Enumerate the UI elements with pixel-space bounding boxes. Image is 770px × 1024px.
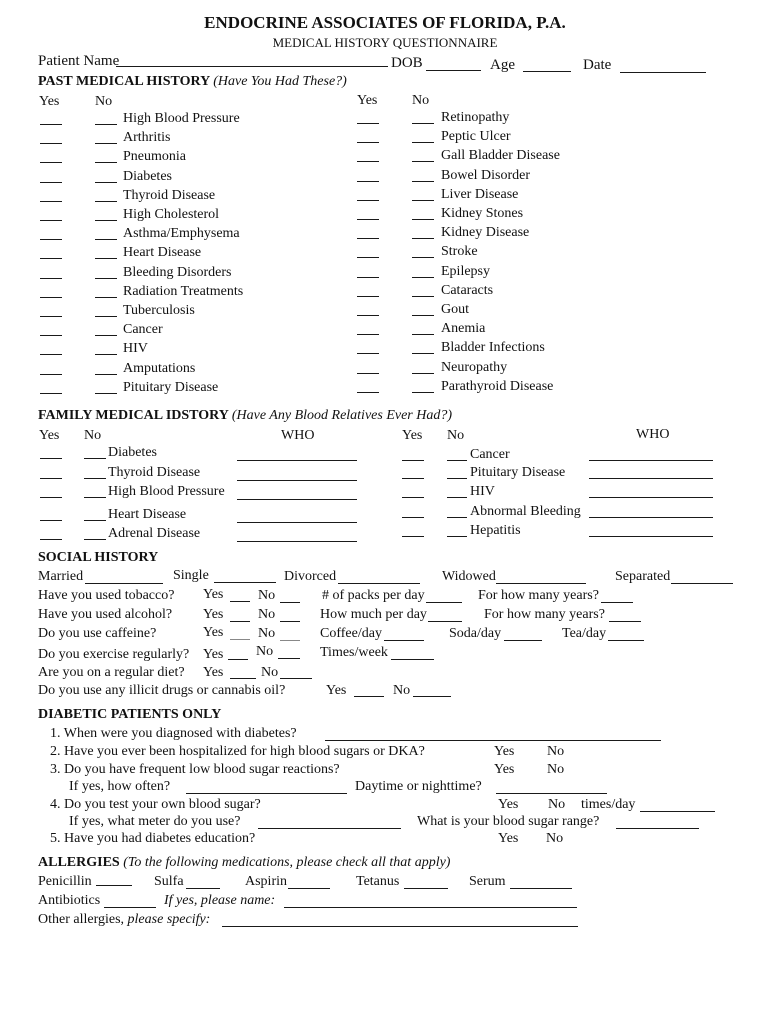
family-left-no-blank[interactable] <box>84 520 106 521</box>
diet-no-field[interactable] <box>280 678 312 679</box>
caffeine-no-field[interactable] <box>280 640 300 641</box>
family-no-header-left: No <box>84 428 102 443</box>
exercise-yes: Yes <box>203 647 224 662</box>
meter-field[interactable] <box>258 828 401 829</box>
exercise-yes-field[interactable] <box>228 659 248 660</box>
past-left-condition: High Cholesterol <box>123 207 220 222</box>
diabetic-q3: 3. Do you have frequent low blood sugar reactions? <box>50 762 340 777</box>
penicillin-label: Penicillin <box>38 874 92 889</box>
past-left-no-blank[interactable] <box>95 278 117 279</box>
tobacco-no: No <box>258 588 276 603</box>
times-week-field[interactable] <box>391 659 434 660</box>
alcohol-years-label: For how many years? <box>484 607 605 622</box>
diet-question: Are you on a regular diet? <box>38 665 185 680</box>
q3-no[interactable]: No <box>547 762 565 777</box>
past-left-condition: Amputations <box>123 361 196 376</box>
past-no-header-right: No <box>412 93 430 108</box>
family-right-condition: Cancer <box>470 447 510 462</box>
org-title: ENDOCRINE ASSOCIATES OF FLORIDA, P.A. <box>204 13 566 32</box>
past-left-yes-blank[interactable] <box>40 354 62 355</box>
family-yes-header-right: Yes <box>402 428 423 443</box>
tea-label: Tea/day <box>562 626 607 641</box>
q3-how-often: If yes, how often? <box>69 779 171 794</box>
antibiotics-label: Antibiotics <box>38 893 101 908</box>
separated-field[interactable] <box>671 583 733 584</box>
family-left-who-field[interactable] <box>237 522 357 523</box>
past-right-yes-blank[interactable] <box>357 373 379 374</box>
past-left-no-blank[interactable] <box>95 297 117 298</box>
exercise-no-field[interactable] <box>278 658 300 659</box>
family-no-header-right: No <box>447 428 465 443</box>
exercise-question: Do you exercise regularly? <box>38 647 190 662</box>
antibiotics-field[interactable] <box>104 907 156 908</box>
exercise-no: No <box>256 644 274 659</box>
drugs-no: No <box>393 683 411 698</box>
past-left-condition: Thyroid Disease <box>123 188 216 203</box>
family-history-title: FAMILY MEDICAL IDSTORY (Have Any Blood Relatives Ever Had?) <box>38 408 453 423</box>
serum-label: Serum <box>469 874 506 889</box>
past-left-yes-blank[interactable] <box>40 239 62 240</box>
past-left-condition: HIV <box>123 341 148 356</box>
alcohol-question: Have you used alcohol? <box>38 607 173 622</box>
married-label: Married <box>38 569 84 584</box>
past-right-yes-blank[interactable] <box>357 161 379 162</box>
sulfa-field[interactable] <box>186 888 220 889</box>
alcohol-no: No <box>258 607 276 622</box>
past-right-condition: Epilepsy <box>441 264 490 279</box>
family-right-no-blank[interactable] <box>447 536 467 537</box>
drugs-question: Do you use any illicit drugs or cannabis oil? <box>38 683 286 698</box>
soda-label: Soda/day <box>449 626 502 641</box>
packs-field[interactable] <box>426 602 462 603</box>
other-allergies-field[interactable] <box>222 926 578 927</box>
caffeine-yes: Yes <box>203 625 224 640</box>
past-right-no-blank[interactable] <box>412 123 434 124</box>
family-right-condition: HIV <box>470 484 495 499</box>
past-left-condition: Cancer <box>123 322 163 337</box>
past-right-yes-blank[interactable] <box>357 353 379 354</box>
past-right-condition: Kidney Disease <box>441 225 530 240</box>
tobacco-years-field[interactable] <box>601 602 633 603</box>
family-left-yes-blank[interactable] <box>40 520 62 521</box>
alcohol-yes-field[interactable] <box>230 621 250 622</box>
past-right-condition: Bowel Disorder <box>441 168 531 183</box>
past-right-yes-blank[interactable] <box>357 315 379 316</box>
family-left-condition: Thyroid Disease <box>108 465 201 480</box>
dob-field[interactable] <box>426 70 481 71</box>
diet-no: No <box>261 665 279 680</box>
past-left-no-blank[interactable] <box>95 162 117 163</box>
diabetic-q4: 4. Do you test your own blood sugar? <box>50 797 261 812</box>
past-right-no-blank[interactable] <box>412 142 434 143</box>
times-day-label: times/day <box>581 797 636 812</box>
past-right-no-blank[interactable] <box>412 181 434 182</box>
family-right-yes-blank[interactable] <box>402 478 424 479</box>
past-right-no-blank[interactable] <box>412 257 434 258</box>
family-left-who-field[interactable] <box>237 460 357 461</box>
past-right-no-blank[interactable] <box>412 219 434 220</box>
family-left-condition: High Blood Pressure <box>108 484 225 499</box>
single-field[interactable] <box>214 582 276 583</box>
past-left-no-blank[interactable] <box>95 374 117 375</box>
family-left-yes-blank[interactable] <box>40 539 62 540</box>
other-allergies-label: Other allergies, please specify: <box>38 912 211 927</box>
past-right-no-blank[interactable] <box>412 353 434 354</box>
past-right-condition: Anemia <box>441 321 486 336</box>
serum-field[interactable] <box>510 888 572 889</box>
family-left-no-blank[interactable] <box>84 497 106 498</box>
day-night-field[interactable] <box>496 793 607 794</box>
diet-yes-field[interactable] <box>230 678 256 679</box>
family-right-who-field[interactable] <box>589 460 713 461</box>
past-left-yes-blank[interactable] <box>40 143 62 144</box>
family-right-no-blank[interactable] <box>447 460 467 461</box>
past-right-condition: Liver Disease <box>441 187 519 202</box>
family-left-no-blank[interactable] <box>84 458 106 459</box>
tea-field[interactable] <box>608 640 644 641</box>
aspirin-field[interactable] <box>288 888 330 889</box>
family-right-no-blank[interactable] <box>447 517 467 518</box>
past-left-condition: High Blood Pressure <box>123 111 240 126</box>
past-right-condition: Gout <box>441 302 469 317</box>
past-right-yes-blank[interactable] <box>357 257 379 258</box>
form-title: MEDICAL HISTORY QUESTIONNAIRE <box>272 35 498 50</box>
alcohol-years-field[interactable] <box>609 621 641 622</box>
alcohol-no-field[interactable] <box>280 621 300 622</box>
past-right-yes-blank[interactable] <box>357 200 379 201</box>
family-right-yes-blank[interactable] <box>402 460 424 461</box>
married-field[interactable] <box>85 583 163 584</box>
past-left-yes-blank[interactable] <box>40 258 62 259</box>
past-right-no-blank[interactable] <box>412 238 434 239</box>
q4-range: What is your blood sugar range? <box>417 814 600 829</box>
caffeine-question: Do you use caffeine? <box>38 626 157 641</box>
family-left-no-blank[interactable] <box>84 478 106 479</box>
caffeine-yes-field[interactable] <box>230 639 250 640</box>
aspirin-label: Aspirin <box>245 874 287 889</box>
family-right-who-field[interactable] <box>589 517 713 518</box>
family-left-no-blank[interactable] <box>84 539 106 540</box>
family-who-header-left: WHO <box>281 428 315 443</box>
drugs-yes-field[interactable] <box>354 696 384 697</box>
times-day-field[interactable] <box>640 811 715 812</box>
alcohol-yes: Yes <box>203 607 224 622</box>
past-left-yes-blank[interactable] <box>40 124 62 125</box>
past-yes-header-right: Yes <box>357 93 378 108</box>
past-left-no-blank[interactable] <box>95 316 117 317</box>
family-right-condition: Hepatitis <box>470 523 521 538</box>
divorced-label: Divorced <box>284 569 337 584</box>
drugs-no-field[interactable] <box>413 696 451 697</box>
past-right-yes-blank[interactable] <box>357 142 379 143</box>
family-left-who-field[interactable] <box>237 480 357 481</box>
past-right-no-blank[interactable] <box>412 296 434 297</box>
past-right-condition: Retinopathy <box>441 110 510 125</box>
past-left-no-blank[interactable] <box>95 354 117 355</box>
patient-name-field[interactable] <box>116 66 388 67</box>
family-right-no-blank[interactable] <box>447 497 467 498</box>
family-yes-header-left: Yes <box>39 428 60 443</box>
allergies-title: ALLERGIES (To the following medications, please check all that apply) <box>38 855 451 870</box>
coffee-label: Coffee/day <box>320 626 382 641</box>
past-left-yes-blank[interactable] <box>40 162 62 163</box>
past-left-condition: Pituitary Disease <box>123 380 219 395</box>
past-right-yes-blank[interactable] <box>357 296 379 297</box>
widowed-label: Widowed <box>442 569 496 584</box>
family-who-header-right: WHO <box>636 427 670 442</box>
q5-no[interactable]: No <box>546 831 564 846</box>
antibiotics-name-label: If yes, please name: <box>164 893 276 908</box>
tobacco-yes-field[interactable] <box>230 601 250 602</box>
q2-yes[interactable]: Yes <box>494 744 515 759</box>
past-left-condition: Bleeding Disorders <box>123 265 232 280</box>
past-yes-header-left: Yes <box>39 94 60 109</box>
family-left-who-field[interactable] <box>237 499 357 500</box>
alcohol-amount-field[interactable] <box>428 621 462 622</box>
q4-no[interactable]: No <box>548 797 566 812</box>
past-left-yes-blank[interactable] <box>40 374 62 375</box>
sulfa-label: Sulfa <box>154 874 184 889</box>
tobacco-question: Have you used tobacco? <box>38 588 175 603</box>
past-right-yes-blank[interactable] <box>357 123 379 124</box>
family-right-who-field[interactable] <box>589 497 713 498</box>
past-left-yes-blank[interactable] <box>40 393 62 394</box>
q3-day-night: Daytime or nighttime? <box>355 779 482 794</box>
past-right-condition: Stroke <box>441 244 478 259</box>
past-left-yes-blank[interactable] <box>40 316 62 317</box>
past-right-condition: Cataracts <box>441 283 494 298</box>
past-left-yes-blank[interactable] <box>40 201 62 202</box>
past-right-condition: Neuropathy <box>441 360 508 375</box>
penicillin-field[interactable] <box>96 885 132 886</box>
past-right-no-blank[interactable] <box>412 373 434 374</box>
divorced-field[interactable] <box>338 583 420 584</box>
past-right-yes-blank[interactable] <box>357 392 379 393</box>
diet-yes: Yes <box>203 665 224 680</box>
past-left-no-blank[interactable] <box>95 182 117 183</box>
past-right-yes-blank[interactable] <box>357 277 379 278</box>
past-right-no-blank[interactable] <box>412 161 434 162</box>
past-left-no-blank[interactable] <box>95 393 117 394</box>
age-label: Age <box>490 57 515 73</box>
past-right-yes-blank[interactable] <box>357 334 379 335</box>
past-left-no-blank[interactable] <box>95 239 117 240</box>
past-left-no-blank[interactable] <box>95 124 117 125</box>
past-right-condition: Gall Bladder Disease <box>441 148 560 163</box>
past-right-no-blank[interactable] <box>412 315 434 316</box>
past-left-yes-blank[interactable] <box>40 297 62 298</box>
past-left-condition: Arthritis <box>123 130 171 145</box>
diabetic-q2: 2. Have you ever been hospitalized for high blood sugars or DKA? <box>50 744 425 759</box>
range-field[interactable] <box>616 828 699 829</box>
past-no-header-left: No <box>95 94 113 109</box>
antibiotics-name-field[interactable] <box>284 907 577 908</box>
past-right-condition: Parathyroid Disease <box>441 379 554 394</box>
past-left-condition: Radiation Treatments <box>123 284 244 299</box>
family-left-yes-blank[interactable] <box>40 458 62 459</box>
family-right-condition: Pituitary Disease <box>470 465 566 480</box>
patient-name-label: Patient Name <box>38 53 120 69</box>
q2-no[interactable]: No <box>547 744 565 759</box>
past-left-yes-blank[interactable] <box>40 335 62 336</box>
past-right-condition: Peptic Ulcer <box>441 129 511 144</box>
family-left-who-field[interactable] <box>237 541 357 542</box>
date-field[interactable] <box>620 72 706 73</box>
family-right-yes-blank[interactable] <box>402 517 424 518</box>
past-left-yes-blank[interactable] <box>40 220 62 221</box>
family-left-condition: Adrenal Disease <box>108 526 201 541</box>
past-right-condition: Bladder Infections <box>441 340 545 355</box>
past-left-yes-blank[interactable] <box>40 278 62 279</box>
diabetic-q1: 1. When were you diagnosed with diabetes? <box>50 726 297 741</box>
q4-meter: If yes, what meter do you use? <box>69 814 241 829</box>
past-left-condition: Asthma/Emphysema <box>123 226 240 241</box>
coffee-field[interactable] <box>384 640 424 641</box>
past-right-yes-blank[interactable] <box>357 219 379 220</box>
past-right-no-blank[interactable] <box>412 277 434 278</box>
how-often-field[interactable] <box>186 793 347 794</box>
single-label: Single <box>173 568 209 583</box>
tobacco-years-label: For how many years? <box>478 588 599 603</box>
drugs-yes: Yes <box>326 683 347 698</box>
past-left-no-blank[interactable] <box>95 201 117 202</box>
separated-label: Separated <box>615 569 671 584</box>
past-left-no-blank[interactable] <box>95 335 117 336</box>
caffeine-no: No <box>258 626 276 641</box>
past-left-no-blank[interactable] <box>95 143 117 144</box>
past-history-title: PAST MEDICAL HISTORY (Have You Had These?) <box>38 74 347 89</box>
times-week-label: Times/week <box>320 645 388 660</box>
widowed-field[interactable] <box>496 583 586 584</box>
alcohol-amount-label: How much per day <box>320 607 427 622</box>
family-right-condition: Abnormal Bleeding <box>470 504 581 519</box>
past-left-yes-blank[interactable] <box>40 182 62 183</box>
q5-yes[interactable]: Yes <box>498 831 519 846</box>
family-left-yes-blank[interactable] <box>40 497 62 498</box>
family-right-yes-blank[interactable] <box>402 536 424 537</box>
past-left-no-blank[interactable] <box>95 258 117 259</box>
soda-field[interactable] <box>504 640 542 641</box>
social-history-title: SOCIAL HISTORY <box>38 550 159 565</box>
past-right-no-blank[interactable] <box>412 334 434 335</box>
past-left-no-blank[interactable] <box>95 220 117 221</box>
family-right-no-blank[interactable] <box>447 478 467 479</box>
date-label: Date <box>583 57 612 73</box>
past-right-condition: Kidney Stones <box>441 206 524 221</box>
tetanus-field[interactable] <box>404 888 448 889</box>
past-right-yes-blank[interactable] <box>357 238 379 239</box>
q4-yes[interactable]: Yes <box>498 797 519 812</box>
diabetic-q5: 5. Have you had diabetes education? <box>50 831 256 846</box>
family-right-who-field[interactable] <box>589 478 713 479</box>
past-left-condition: Diabetes <box>123 169 172 184</box>
past-right-no-blank[interactable] <box>412 200 434 201</box>
packs-label: # of packs per day <box>322 588 425 603</box>
q3-yes[interactable]: Yes <box>494 762 515 777</box>
past-left-condition: Heart Disease <box>123 245 202 260</box>
tetanus-label: Tetanus <box>356 874 400 889</box>
age-field[interactable] <box>523 71 571 72</box>
past-right-yes-blank[interactable] <box>357 181 379 182</box>
past-right-no-blank[interactable] <box>412 392 434 393</box>
tobacco-yes: Yes <box>203 587 224 602</box>
family-right-who-field[interactable] <box>589 536 713 537</box>
diabetic-title: DIABETIC PATIENTS ONLY <box>38 707 222 722</box>
family-left-condition: Heart Disease <box>108 507 187 522</box>
past-left-condition: Pneumonia <box>123 149 186 164</box>
family-right-yes-blank[interactable] <box>402 497 424 498</box>
family-left-yes-blank[interactable] <box>40 478 62 479</box>
diagnosed-field[interactable] <box>325 740 661 741</box>
dob-label: DOB <box>391 55 423 71</box>
past-left-condition: Tuberculosis <box>123 303 195 318</box>
family-left-condition: Diabetes <box>108 445 157 460</box>
tobacco-no-field[interactable] <box>280 602 300 603</box>
